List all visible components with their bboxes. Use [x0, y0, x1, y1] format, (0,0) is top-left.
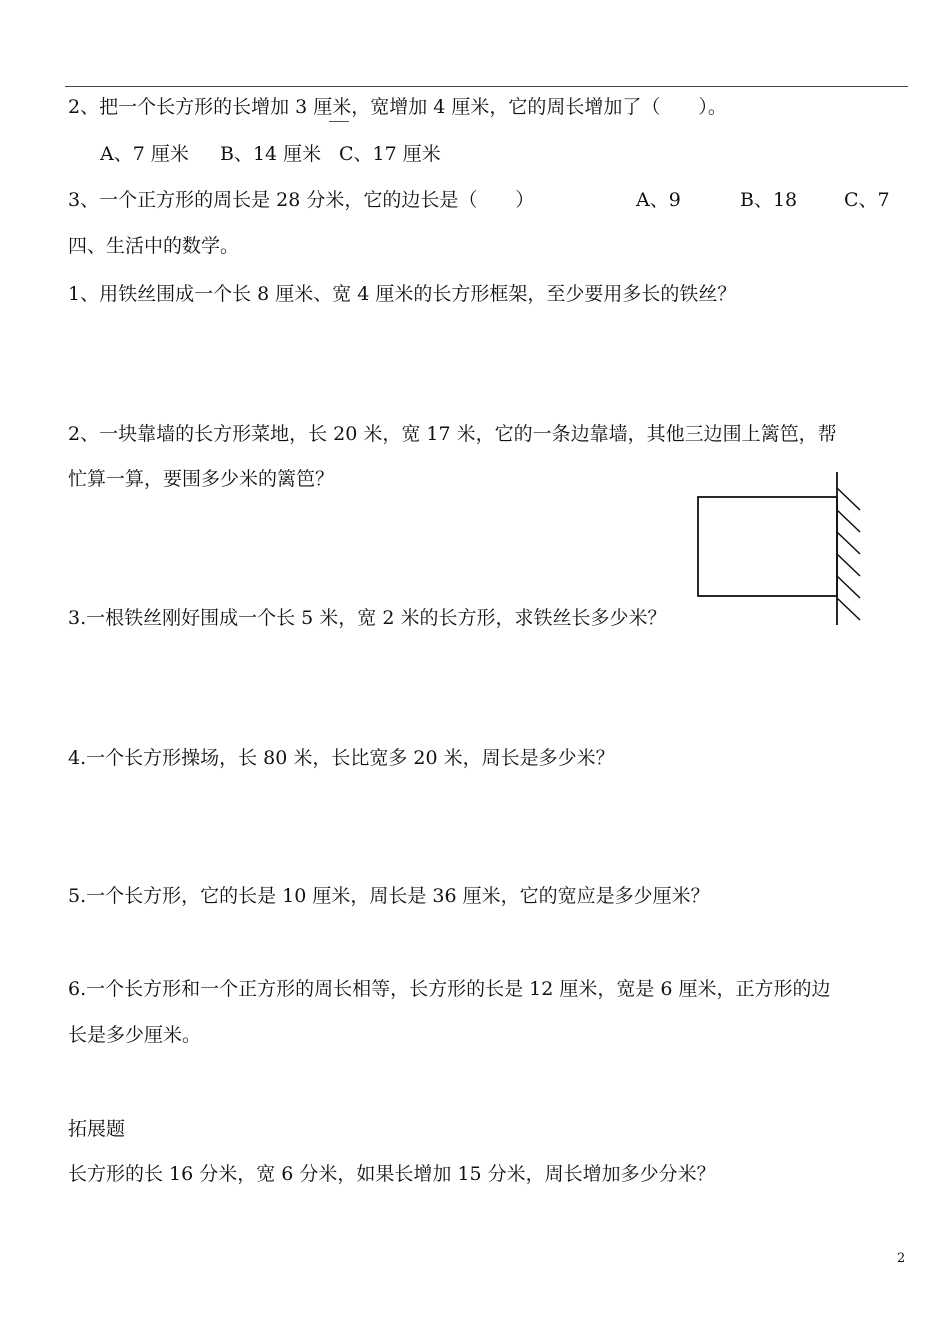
garden-rectangle: [698, 497, 837, 596]
option-c: C、7: [844, 189, 890, 211]
problem-3: 3.一根铁丝刚好围成一个长 5 米，宽 2 米的长方形，求铁丝长多少米？: [68, 607, 667, 629]
page-number: 2: [897, 1251, 906, 1266]
option-a: A、7 厘米: [100, 143, 189, 165]
option-b: B、14 厘米: [220, 143, 322, 165]
header-rule: [65, 86, 908, 87]
option-a: A、9: [636, 189, 681, 211]
section-title: 四、生活中的数学。: [68, 235, 240, 257]
option-c: C、17 厘米: [339, 143, 441, 165]
problem-2-line-1: 2、一块靠墙的长方形菜地，长 20 米，宽 17 米，它的一条边靠墙，其他三边围上篱笆，帮: [68, 423, 837, 445]
question-mc-2: 2、把一个长方形的长增加 3 厘米，宽增加 4 厘米，它的周长增加了（ ）。: [68, 96, 727, 118]
problem-2-line-2: 忙算一算，要围多少米的篱笆？: [68, 468, 335, 490]
question-mc-3: 3、一个正方形的周长是 28 分米，它的边长是（ ）: [68, 189, 535, 211]
problem-6-line-1: 6.一个长方形和一个正方形的周长相等，长方形的长是 12 厘米，宽是 6 厘米，正方形的边: [68, 978, 831, 1000]
wall-rectangle-figure: [690, 470, 870, 630]
wall-hatching: [837, 488, 860, 620]
cursor-mark: [329, 121, 349, 122]
option-b: B、18: [740, 189, 798, 211]
problem-4: 4.一个长方形操场，长 80 米，长比宽多 20 米，周长是多少米？: [68, 747, 615, 769]
problem-6-line-2: 长是多少厘米。: [68, 1024, 202, 1046]
problem-1: 1、用铁丝围成一个长 8 厘米、宽 4 厘米的长方形框架，至少要用多长的铁丝？: [68, 283, 737, 305]
extension-question: 长方形的长 16 分米，宽 6 分米，如果长增加 15 分米，周长增加多少分米？: [68, 1163, 716, 1185]
problem-5: 5.一个长方形，它的长是 10 厘米，周长是 36 厘米，它的宽应是多少厘米？: [68, 885, 710, 907]
extension-title: 拓展题: [68, 1118, 126, 1140]
